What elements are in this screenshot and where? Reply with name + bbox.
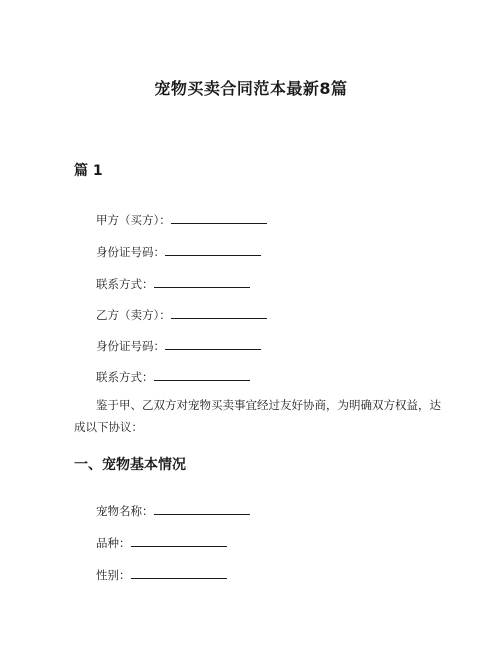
field-pet-gender [96, 566, 227, 582]
field-buyer [96, 211, 267, 227]
field-label: 联系方式： [96, 370, 154, 384]
fill-blank [165, 337, 261, 350]
fill-blank [154, 502, 250, 515]
fill-blank [131, 566, 227, 579]
fill-blank [154, 368, 250, 381]
field-label: 乙方（卖方）： [96, 308, 171, 322]
fill-blank [154, 275, 250, 288]
field-label: 宠物名称： [96, 504, 154, 518]
field-buyer-id [96, 243, 261, 259]
section-heading-1: 篇 1 [74, 163, 103, 179]
field-label: 甲方（买方）： [96, 213, 171, 227]
field-pet-name [96, 502, 250, 518]
document-title: 宠物买卖合同范本最新8篇 [154, 79, 348, 98]
fill-blank [171, 211, 267, 224]
field-seller [96, 306, 267, 322]
fill-blank [131, 534, 227, 547]
field-label: 性别： [96, 568, 131, 582]
section-heading-2: 一、宠物基本情况 [74, 457, 186, 473]
fill-blank [165, 243, 261, 256]
field-seller-id [96, 337, 261, 353]
field-seller-contact [96, 368, 250, 384]
field-label: 身份证号码： [96, 245, 165, 259]
field-buyer-contact [96, 275, 250, 291]
field-label: 品种： [96, 536, 131, 550]
field-pet-breed [96, 534, 227, 550]
field-label: 身份证号码： [96, 339, 165, 353]
field-label: 联系方式： [96, 277, 154, 291]
fill-blank [171, 306, 267, 319]
agreement-intro: 鉴于甲、乙双方对宠物买卖事宜经过友好协商，为明确双方权益，达成以下协议： [74, 398, 441, 434]
